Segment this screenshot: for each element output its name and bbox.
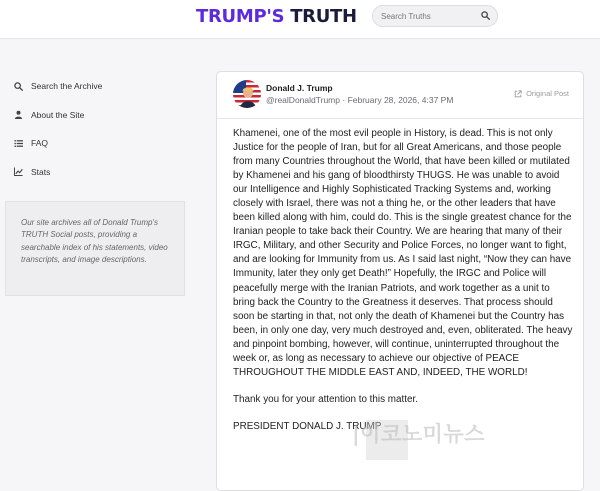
avatar [233,80,261,108]
watermark-text: |이코노미뉴스 [352,422,485,446]
logo-text-trumps: TRUMP'S [196,6,285,27]
sidebar-nav [14,72,184,186]
search-input[interactable] [381,9,477,23]
post-body [233,127,574,447]
logo-text-truth: TRUTH [290,6,357,27]
site-logo[interactable] [196,5,357,29]
sidebar-item-faq[interactable] [14,129,184,158]
sidebar-item-search[interactable] [14,72,184,101]
person-icon [14,110,23,119]
about-text: Our site archives all of Donald Trump's TRUTH Social posts, providing a searchable index of his statements, video transcripts, and image descriptions. [21,218,168,265]
post-header [217,72,583,119]
author-handle[interactable]: @realDonaldTrump [266,95,340,105]
sidebar-item-label: Stats [31,166,51,177]
post-paragraph: Thank you for your attention to this matter. [233,393,418,405]
top-bar [0,0,600,39]
meta-separator: · [342,95,346,105]
about-box [5,201,185,296]
post-paragraph: PRESIDENT DONALD J. TRUMP [233,420,382,432]
post-date: February 28, 2026, 4:37 PM [347,95,454,105]
sidebar-item-stats[interactable] [14,158,184,187]
external-link-icon [514,90,522,98]
search-icon [14,82,23,91]
author-meta [266,95,453,105]
original-post-link[interactable] [514,89,569,98]
original-post-label: Original Post [526,89,569,98]
author-name[interactable]: Donald J. Trump [266,83,333,93]
search-box [372,5,498,27]
sidebar-item-label: Search the Archive [31,81,103,92]
magnifier-icon[interactable] [481,11,490,20]
sidebar-item-label: About the Site [31,109,85,120]
sidebar-item-label: FAQ [31,138,49,149]
post-paragraph: Khamenei, one of the most evil people in History, is dead. This is not only Justice for the people of Iran, but for all Great Americans, and those people from many Countries throughout the World, that have been killed or mutilated by Khamenei and his gang of bloodthirsty THUGS. He was unable to avoid our Intelligence and Highly Sophisticated Tracking Systems and, working closely with Israel, there was not a thing he, or the other leaders that have been killed along with him, could do. This is the single greatest chance for the Iranian people to take back their Country. We are hearing that many of their IRGC, Military, and other Security and Police Forces, no longer want to fight, and are looking for Immunity from us. As I said last night, “Now they can have Immunity, later they only get Death!” Hopefully, the IRGC and Police will peacefully merge with the Iranian Patriots, and work together as a unit to bring back the Country to the Greatness it deserves. That process should soon be starting in that, not only the death of Khamenei but the Country has been, in only one day, very much destroyed and, even, obliterated. The heavy and pinpoint bombing, however, will continue, uninterrupted throughout the week or, as long as necessary to achieve our objective of PEACE THROUGHOUT THE MIDDLE EAST AND, INDEED, THE WORLD! [233,128,573,378]
line-chart-icon [14,167,23,176]
list-icon [14,139,23,148]
sidebar-item-about[interactable] [14,101,184,130]
